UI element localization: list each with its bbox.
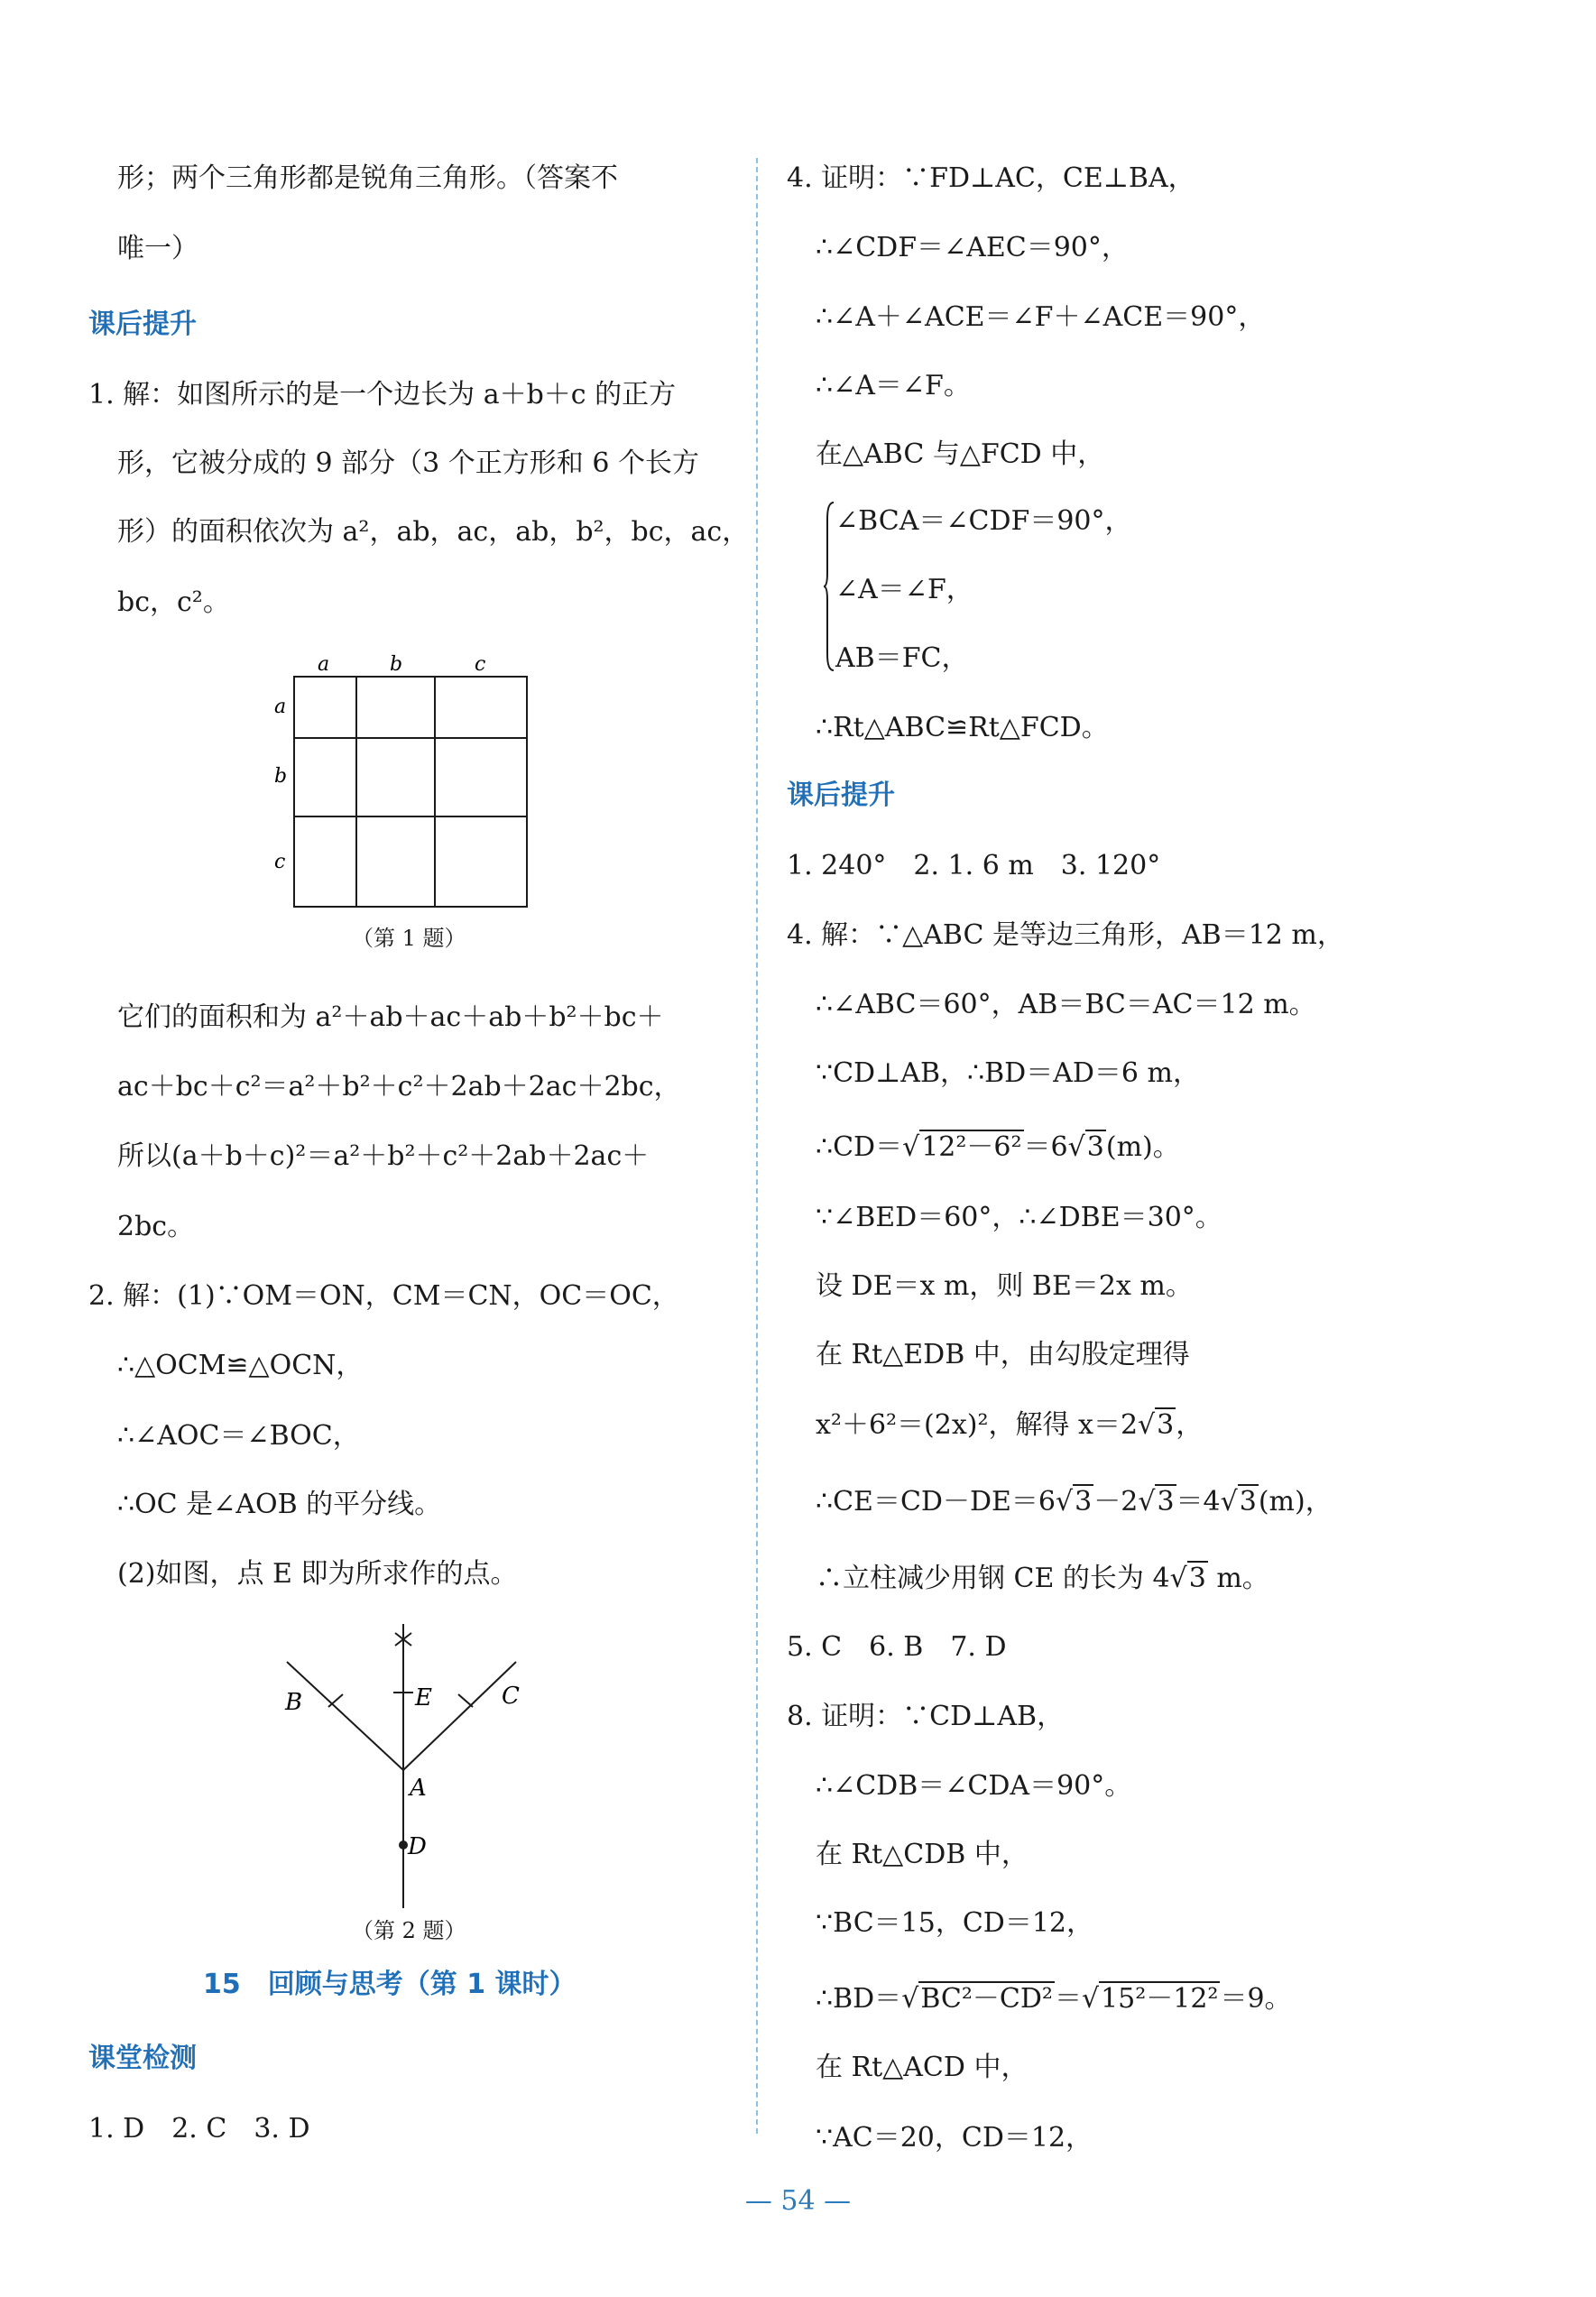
text-line: 在△ABC 与△FCD 中， <box>816 438 1105 470</box>
text-line: 2bc。 <box>117 1211 195 1242</box>
sqrt-sign: √ <box>1067 1131 1085 1163</box>
text-line: ∴∠ABC＝60°，AB＝BC＝AC＝12 m。 <box>816 989 1316 1020</box>
sqrt-content: 3 <box>1086 1131 1104 1163</box>
text-fragment: ＝ <box>1054 1983 1082 2015</box>
formula-line <box>816 1981 1292 2017</box>
label-c: C <box>502 1683 520 1710</box>
text-fragment: ∴BD＝ <box>816 1983 902 2015</box>
page-number: — 54 — <box>744 2185 852 2217</box>
label-d: D <box>408 1833 427 1860</box>
text-line: ∴∠CDF＝∠AEC＝90°， <box>816 232 1129 263</box>
sqrt-sign: √ <box>901 1983 919 2015</box>
text-line: ∴∠A＋∠ACE＝∠F＋∠ACE＝90°， <box>816 301 1266 333</box>
arc-mark <box>328 1694 343 1707</box>
sqrt-sign: √ <box>1169 1563 1187 1594</box>
text-line: 在 Rt△ACD 中， <box>816 2052 1029 2083</box>
formula-line <box>816 1484 1333 1520</box>
section-heading: 课后提升 <box>88 309 197 340</box>
text-line: 4. 证明：∵FD⊥AC，CE⊥BA， <box>787 162 1195 194</box>
text-line: 形，它被分成的 9 部分（3 个正方形和 6 个长方 <box>117 447 699 479</box>
label-a: A <box>410 1775 427 1802</box>
formula-line <box>816 1561 1269 1597</box>
text-line: ∴OC 是∠AOB 的平分线。 <box>117 1489 442 1520</box>
text-line: ∵AC＝20，CD＝12， <box>816 2122 1093 2154</box>
sqrt-content: 3 <box>1157 1486 1175 1517</box>
section-heading: 课堂检测 <box>88 2043 197 2074</box>
text-line: ∴△OCM≌△OCN， <box>117 1350 364 1381</box>
text-fragment: ＝4 <box>1176 1486 1221 1517</box>
text-line: ∵BC＝15，CD＝12， <box>816 1907 1093 1939</box>
figure-2-caption: （第 2 题） <box>352 1918 466 1943</box>
text-fragment: ＝9。 <box>1220 1983 1292 2015</box>
label-side-b: b <box>274 765 288 788</box>
text-fragment: m。 <box>1207 1563 1269 1594</box>
text-line: ∴∠CDB＝∠CDA＝90°。 <box>816 1770 1132 1802</box>
text-line: 1. 解：如图所示的是一个边长为 a＋b＋c 的正方 <box>88 379 677 411</box>
text-line: ∴∠AOC＝∠BOC， <box>117 1420 360 1452</box>
figure-2-angle <box>271 1615 559 1913</box>
sqrt-content: BC²－CD² <box>920 1983 1053 2015</box>
sqrt-sign: √ <box>1138 1486 1156 1517</box>
point-d <box>399 1840 408 1850</box>
figure-1-grid <box>262 645 550 916</box>
text-fragment: x²＋6²＝(2x)²，解得 x＝2 <box>816 1409 1139 1441</box>
text-line: 形）的面积依次为 a²，ab，ac，ab，b²，bc，ac， <box>117 516 750 548</box>
text-fragment: ， <box>1176 1409 1204 1441</box>
grid-outline <box>294 677 527 907</box>
figure-1-caption: （第 1 题） <box>352 926 466 951</box>
text-line: 5. C 6. B 7. D <box>787 1631 1007 1663</box>
text-line: ac＋bc＋c²＝a²＋b²＋c²＋2ab＋2ac＋2bc， <box>117 1071 681 1102</box>
sqrt-sign: √ <box>1081 1983 1100 2015</box>
sqrt-content: 3 <box>1075 1486 1093 1517</box>
column-divider <box>756 158 758 2134</box>
label-e: E <box>415 1684 432 1711</box>
label-top-c: c <box>475 653 486 676</box>
sqrt-sign: √ <box>1056 1486 1074 1517</box>
label-b: B <box>285 1689 303 1716</box>
arc-mark <box>458 1694 473 1707</box>
sqrt-content: 3 <box>1188 1563 1206 1594</box>
sqrt-sign: √ <box>902 1131 920 1163</box>
text-line: 8. 证明：∵CD⊥AB， <box>787 1701 1065 1732</box>
text-line: ∴Rt△ABC≌Rt△FCD。 <box>816 712 1109 743</box>
label-top-a: a <box>318 653 330 676</box>
text-line: 所以(a＋b＋c)²＝a²＋b²＋c²＋2ab＋2ac＋ <box>117 1140 650 1172</box>
ray-ac <box>403 1662 516 1770</box>
text-fragment: (m)。 <box>1105 1131 1180 1163</box>
formula-line <box>816 1130 1180 1166</box>
sqrt-content: 3 <box>1239 1486 1257 1517</box>
sqrt-sign: √ <box>1138 1409 1156 1441</box>
text-line: ∵∠BED＝60°，∴∠DBE＝30°。 <box>816 1202 1222 1233</box>
sqrt-sign: √ <box>1220 1486 1238 1517</box>
sqrt-content: 12²－6² <box>921 1131 1022 1163</box>
text-line: 1. D 2. C 3. D <box>88 2113 310 2145</box>
text-line: 形；两个三角形都是锐角三角形。（答案不 <box>117 162 618 194</box>
text-line: AB＝FC， <box>835 642 969 674</box>
text-line: 它们的面积和为 a²＋ab＋ac＋ab＋b²＋bc＋ <box>117 1001 664 1033</box>
label-side-c: c <box>274 851 286 873</box>
text-line: 4. 解：∵△ABC 是等边三角形，AB＝12 m， <box>787 919 1344 951</box>
text-line: bc，c²。 <box>117 586 230 618</box>
formula-line <box>816 1407 1203 1444</box>
label-side-a: a <box>274 696 287 718</box>
sqrt-content: 15²－12² <box>1101 1983 1219 2015</box>
ray-ab <box>287 1662 403 1770</box>
text-fragment: ＝6 <box>1023 1131 1068 1163</box>
text-line: ∵CD⊥AB，∴BD＝AD＝6 m， <box>816 1057 1200 1089</box>
text-line: 在 Rt△EDB 中，由勾股定理得 <box>816 1339 1190 1370</box>
text-line: 设 DE＝x m，则 BE＝2x m。 <box>816 1270 1193 1302</box>
text-line: 2. 解：(1)∵OM＝ON，CM＝CN，OC＝OC， <box>88 1280 679 1312</box>
text-fragment: (m)， <box>1258 1486 1333 1517</box>
text-line: (2)如图，点 E 即为所求作的点。 <box>117 1558 518 1590</box>
text-line: 在 Rt△CDB 中， <box>816 1839 1029 1870</box>
text-fragment: －2 <box>1093 1486 1139 1517</box>
text-line: ∴∠A＝∠F。 <box>816 370 971 401</box>
text-line: ∠BCA＝∠CDF＝90°， <box>835 505 1132 537</box>
lesson-title: 15 回顾与思考（第 1 课时） <box>203 1969 577 2000</box>
text-line: 唯一） <box>117 233 198 264</box>
text-fragment: ∴立柱减少用钢 CE 的长为 4 <box>816 1563 1170 1594</box>
text-line: ∠A＝∠F， <box>835 574 973 605</box>
text-fragment: ∴CE＝CD－DE＝6 <box>816 1486 1056 1517</box>
text-line: 1. 240° 2. 1. 6 m 3. 120° <box>787 850 1161 881</box>
section-heading: 课后提升 <box>787 780 895 811</box>
system-brace <box>824 501 835 672</box>
sqrt-content: 3 <box>1157 1409 1175 1441</box>
text-fragment: ∴CD＝ <box>816 1131 903 1163</box>
label-top-b: b <box>390 653 403 676</box>
